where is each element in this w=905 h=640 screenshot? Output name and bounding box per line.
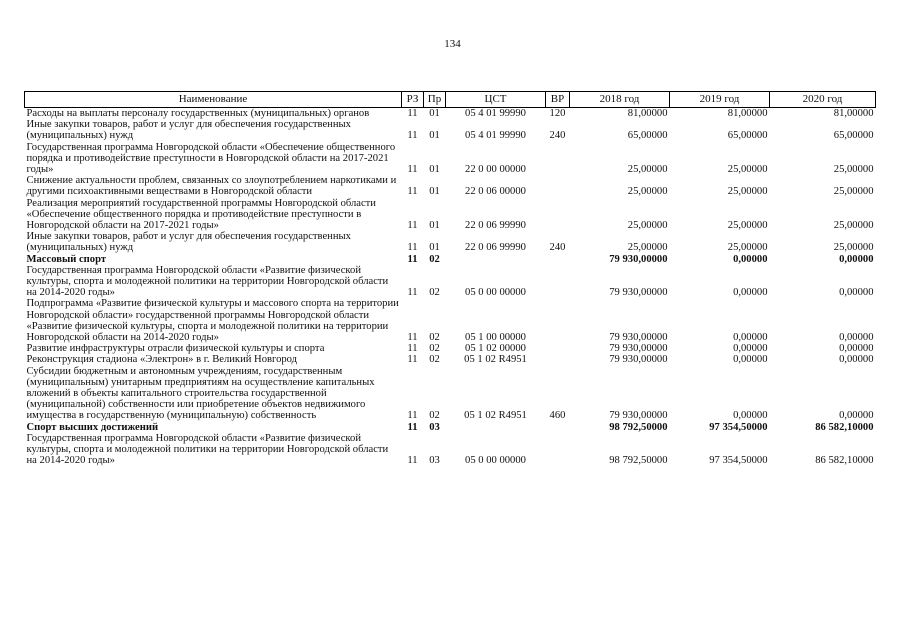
- cell-rz: 11: [407, 130, 418, 142]
- cell-vr: [546, 175, 570, 197]
- cell-rz: 11: [407, 421, 418, 433]
- cell-pr: 01: [429, 186, 440, 198]
- table-row: [25, 366, 876, 422]
- cell-2020: 0,00000: [839, 410, 874, 422]
- cell-2019: 25,00000: [727, 164, 768, 176]
- cell-cst: 22 0 06 99990: [465, 220, 526, 232]
- cell-vr: [546, 254, 570, 265]
- header-pr: Пр: [424, 92, 446, 108]
- cell-name: Государственная программа Новгородской области «Развитие физической культуры, спорта и молодежной политики на территории Новгородской области на 2014-2020 годы»: [26, 264, 389, 299]
- cell-2020: 86 582,10000: [815, 421, 874, 433]
- cell-cst: 05 4 01 99990: [465, 108, 526, 119]
- cell-2019: 0,00000: [733, 410, 768, 422]
- cell-rz: 11: [407, 287, 418, 299]
- cell-pr: 01: [429, 164, 440, 176]
- cell-2018: 79 930,00000: [609, 343, 668, 355]
- cell-2020: 81,00000: [833, 108, 874, 119]
- cell-cst: 05 4 01 99990: [465, 130, 526, 142]
- cell-2020: 0,00000: [839, 332, 874, 344]
- cell-2020: 65,00000: [833, 130, 874, 142]
- cell-cst: 05 1 02 R4951: [464, 354, 527, 366]
- cell-2020: 25,00000: [833, 220, 874, 232]
- header-2019: 2019 год: [670, 92, 770, 108]
- cell-2019: 97 354,50000: [709, 421, 768, 433]
- cell-pr: 02: [429, 410, 440, 422]
- table-row: [25, 231, 876, 253]
- cell-name: Субсидии бюджетным и автономным учреждениям, государственным (муниципальным) унитарным предприятиям на осуществление капитальных вложений в объекты капитального строительства государственной (муниципальной) собственности или приобретение объектов недвижимого имущества в государственную (муниципальную) собственность: [26, 365, 375, 422]
- page-number: 134: [444, 38, 461, 50]
- header-name: Наименование: [25, 92, 402, 108]
- cell-rz: 11: [407, 242, 418, 254]
- cell-name: Развитие инфраструктуры отрасли физической культуры и спорта: [26, 343, 325, 355]
- table-row: [25, 422, 876, 433]
- cell-2019: 25,00000: [727, 186, 768, 198]
- table-row: [25, 433, 876, 467]
- cell-cst: 05 1 00 00000: [465, 332, 526, 344]
- header-rz: РЗ: [402, 92, 424, 108]
- cell-rz: 11: [407, 410, 418, 422]
- cell-rz: 11: [407, 354, 418, 366]
- cell-pr: 01: [429, 108, 440, 119]
- cell-name: Иные закупки товаров, работ и услуг для обеспечения государственных (муниципальных) нужд: [26, 119, 351, 142]
- cell-2020: 0,00000: [839, 253, 874, 265]
- cell-rz: 11: [407, 253, 418, 265]
- table-row: [25, 298, 876, 343]
- cell-rz: 11: [407, 186, 418, 198]
- cell-name: Массовый спорт: [26, 253, 107, 265]
- cell-2019: 25,00000: [727, 220, 768, 232]
- cell-pr: 01: [429, 130, 440, 142]
- cell-2018: 98 792,50000: [609, 455, 668, 467]
- cell-rz: 11: [407, 220, 418, 232]
- cell-pr: 03: [429, 455, 440, 467]
- table-row: [25, 198, 876, 232]
- header-vr: ВР: [546, 92, 570, 108]
- cell-name: Спорт высших достижений: [26, 421, 159, 433]
- cell-2020: 25,00000: [833, 164, 874, 176]
- cell-pr: 02: [429, 332, 440, 344]
- table-row: [25, 254, 876, 265]
- cell-cst: 05 1 02 00000: [465, 343, 526, 355]
- cell-2020: 86 582,10000: [815, 455, 874, 467]
- cell-2018: 79 930,00000: [609, 253, 668, 265]
- table-row: [25, 175, 876, 197]
- cell-2018: 25,00000: [627, 186, 668, 198]
- cell-vr: [546, 422, 570, 433]
- cell-rz: 11: [407, 343, 418, 355]
- table-row: [25, 265, 876, 299]
- cell-2019: 25,00000: [727, 242, 768, 254]
- table-header-row: [25, 92, 876, 108]
- cell-cst: 05 0 00 00000: [465, 455, 526, 467]
- cell-vr: 460: [549, 410, 566, 422]
- cell-2018: 81,00000: [627, 108, 668, 119]
- cell-vr: [546, 343, 570, 354]
- cell-pr: 02: [429, 354, 440, 366]
- cell-2018: 65,00000: [627, 130, 668, 142]
- cell-2018: 79 930,00000: [609, 332, 668, 344]
- cell-2019: 97 354,50000: [709, 455, 768, 467]
- cell-rz: 11: [407, 332, 418, 344]
- cell-name: Реализация мероприятий государственной программы Новгородской области «Обеспечение общественного порядка и противодействие преступности в Новгородской области на 2017-2021 годы»: [26, 197, 376, 232]
- table-row: [25, 119, 876, 141]
- cell-vr: 120: [549, 108, 566, 119]
- cell-2018: 79 930,00000: [609, 354, 668, 366]
- cell-2019: 81,00000: [727, 108, 768, 119]
- cell-2018: 98 792,50000: [609, 421, 668, 433]
- cell-pr: 02: [429, 343, 440, 355]
- cell-vr: [546, 142, 570, 176]
- cell-vr: [546, 198, 570, 232]
- cell-2020: 0,00000: [839, 354, 874, 366]
- cell-2020: 0,00000: [839, 287, 874, 299]
- header-cst: ЦСТ: [446, 92, 546, 108]
- cell-rz: 11: [407, 108, 418, 119]
- cell-vr: [546, 265, 570, 299]
- cell-vr: [546, 298, 570, 343]
- cell-name: Снижение актуальности проблем, связанных со злоупотреблением наркотиками и другими психоактивными веществами в Новгородской области: [26, 175, 397, 198]
- cell-2019: 65,00000: [727, 130, 768, 142]
- cell-pr: 01: [429, 242, 440, 254]
- cell-2019: 0,00000: [733, 343, 768, 355]
- cell-pr: 02: [429, 287, 440, 299]
- cell-2020: 25,00000: [833, 242, 874, 254]
- table-row: [25, 343, 876, 354]
- cell-cst: [446, 254, 546, 265]
- cell-name: Реконструкция стадиона «Электрон» в г. Великий Новгород: [26, 354, 298, 366]
- cell-rz: 11: [407, 455, 418, 467]
- table-body: [25, 108, 876, 467]
- cell-2020: 25,00000: [833, 186, 874, 198]
- cell-vr: 240: [549, 130, 566, 142]
- table-row: [25, 142, 876, 176]
- cell-2019: 0,00000: [733, 253, 768, 265]
- header-2020: 2020 год: [770, 92, 876, 108]
- cell-2019: 0,00000: [733, 287, 768, 299]
- cell-vr: 240: [549, 242, 566, 254]
- cell-2019: 0,00000: [733, 354, 768, 366]
- cell-2018: 25,00000: [627, 220, 668, 232]
- cell-pr: 01: [429, 220, 440, 232]
- cell-2018: 25,00000: [627, 164, 668, 176]
- header-2018: 2018 год: [570, 92, 670, 108]
- cell-cst: 22 0 06 99990: [465, 242, 526, 254]
- cell-2018: 79 930,00000: [609, 410, 668, 422]
- budget-table: [24, 91, 876, 467]
- cell-vr: [546, 354, 570, 365]
- cell-cst: 22 0 00 00000: [465, 164, 526, 176]
- cell-name: Подпрограмма «Развитие физической культуры и массового спорта на территории Новгородской области» государственной программы Новгородской области «Развитие физической культуры, спорта и молодежной политики на территории Новгородской области на 2014-2020 годы»: [26, 298, 399, 344]
- cell-rz: 11: [407, 164, 418, 176]
- table-row: [25, 108, 876, 120]
- cell-2019: 0,00000: [733, 332, 768, 344]
- cell-cst: 05 0 00 00000: [465, 287, 526, 299]
- cell-2018: 25,00000: [627, 242, 668, 254]
- cell-cst: 05 1 02 R4951: [464, 410, 527, 422]
- cell-cst: [446, 422, 546, 433]
- cell-2018: 79 930,00000: [609, 287, 668, 299]
- cell-name: Расходы на выплаты персоналу государственных (муниципальных) органов: [26, 108, 370, 119]
- cell-pr: 02: [429, 253, 440, 265]
- cell-pr: 03: [429, 421, 440, 433]
- cell-name: Государственная программа Новгородской области «Развитие физической культуры, спорта и молодежной политики на территории Новгородской области на 2014-2020 годы»: [26, 432, 389, 467]
- table-row: [25, 354, 876, 365]
- cell-name: Иные закупки товаров, работ и услуг для обеспечения государственных (муниципальных) нужд: [26, 231, 351, 254]
- cell-2020: 0,00000: [839, 343, 874, 355]
- cell-cst: 22 0 06 00000: [465, 186, 526, 198]
- cell-name: Государственная программа Новгородской области «Обеспечение общественного порядка и противодействие преступности в Новгородской области на 2017-2021 годы»: [26, 141, 396, 176]
- cell-vr: [546, 433, 570, 467]
